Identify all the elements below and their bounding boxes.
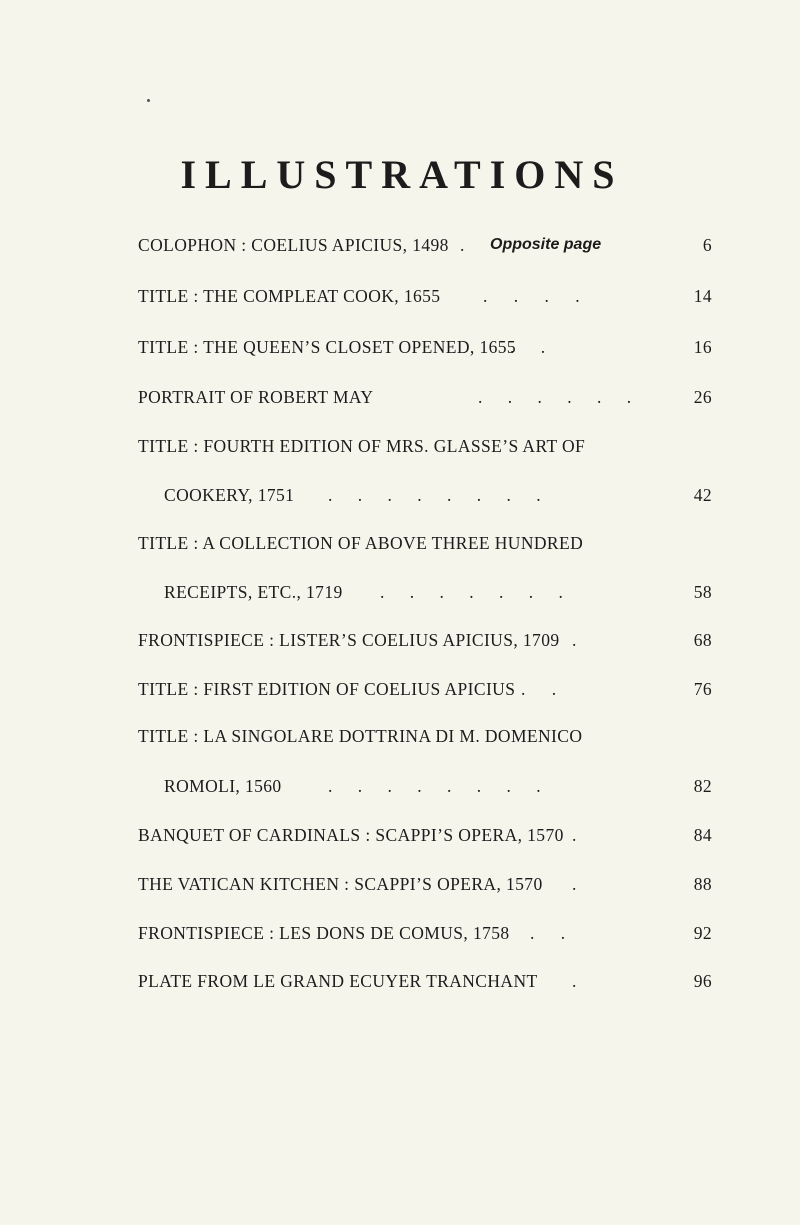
page-number: 76 — [693, 679, 712, 699]
page-number: 82 — [693, 776, 712, 796]
page-number: 26 — [693, 387, 712, 407]
dot-leader: . . . . — [483, 286, 580, 306]
entry-title: PLATE FROM LE GRAND ECUYER TRANCHANT — [138, 971, 538, 991]
entry-line — [138, 579, 712, 605]
page-number: 96 — [693, 971, 712, 991]
dot-leader: . — [572, 874, 577, 894]
page-number: 68 — [693, 630, 712, 650]
entry-title: COOKERY, 1751 — [164, 485, 295, 505]
entry-title: TITLE : LA SINGOLARE DOTTRINA DI M. DOMENICO — [138, 726, 583, 746]
entry-title: TITLE : FOURTH EDITION OF MRS. GLASSE’S ART OF — [138, 436, 586, 456]
page-number: 14 — [693, 286, 712, 306]
entry-line — [138, 871, 712, 897]
entry-line — [138, 433, 712, 459]
entry-title: FRONTISPIECE : LISTER’S COELIUS APICIUS, 1709 — [138, 630, 560, 650]
entry-line — [138, 334, 712, 360]
entry-title: ROMOLI, 1560 — [164, 776, 282, 796]
dot-leader: . . . . . . . . — [328, 776, 541, 796]
entry-line — [138, 773, 712, 799]
entry-title: BANQUET OF CARDINALS : SCAPPI’S OPERA, 1570 — [138, 825, 564, 845]
dot-leader: . . — [521, 679, 557, 699]
entry-line — [138, 283, 712, 309]
page-title: ILLUSTRATIONS — [180, 151, 624, 197]
entry-line — [138, 822, 712, 848]
dot-leader: . — [460, 235, 465, 255]
dot-leader: . . . . . . — [478, 387, 632, 407]
opposite-page-label: Opposite page — [490, 236, 602, 253]
dot-leader: . — [572, 630, 577, 650]
entry-line — [138, 232, 712, 258]
entry-line — [138, 920, 712, 946]
entry-title: FRONTISPIECE : LES DONS DE COMUS, 1758 — [138, 923, 510, 943]
dot-leader: . . . . . . . . — [328, 485, 541, 505]
entry-line — [138, 530, 712, 556]
entry-title: COLOPHON : COELIUS APICIUS, 1498 — [138, 235, 449, 255]
entry-title: RECEIPTS, ETC., 1719 — [164, 582, 343, 602]
dot-leader: . . — [530, 923, 566, 943]
entry-title: TITLE : THE QUEEN’S CLOSET OPENED, 1655 — [138, 337, 517, 357]
entry-title: TITLE : A COLLECTION OF ABOVE THREE HUNDRED — [138, 533, 584, 553]
entry-title: THE VATICAN KITCHEN : SCAPPI’S OPERA, 1570 — [138, 874, 543, 894]
dot-leader: . . — [510, 337, 546, 357]
entry-line — [138, 627, 712, 653]
page-number: 84 — [693, 825, 712, 845]
page-number: 92 — [693, 923, 712, 943]
page-number: 42 — [693, 485, 712, 505]
dot-leader: . — [572, 825, 577, 845]
page-number: 58 — [693, 582, 712, 602]
entry-title: TITLE : THE COMPLEAT COOK, 1655 — [138, 286, 441, 306]
entry-title: TITLE : FIRST EDITION OF COELIUS APICIUS — [138, 679, 516, 699]
entry-line — [138, 723, 712, 749]
entry-line — [138, 676, 712, 702]
dot-leader: . — [572, 971, 577, 991]
dot-leader: . . . . . . . — [380, 582, 563, 602]
entry-line — [138, 482, 712, 508]
page-number: 6 — [702, 235, 712, 255]
entry-line — [138, 968, 712, 994]
entry-title: PORTRAIT OF ROBERT MAY — [138, 387, 374, 407]
entry-line — [138, 384, 712, 410]
page-number: 16 — [693, 337, 712, 357]
page-number: 88 — [693, 874, 712, 894]
